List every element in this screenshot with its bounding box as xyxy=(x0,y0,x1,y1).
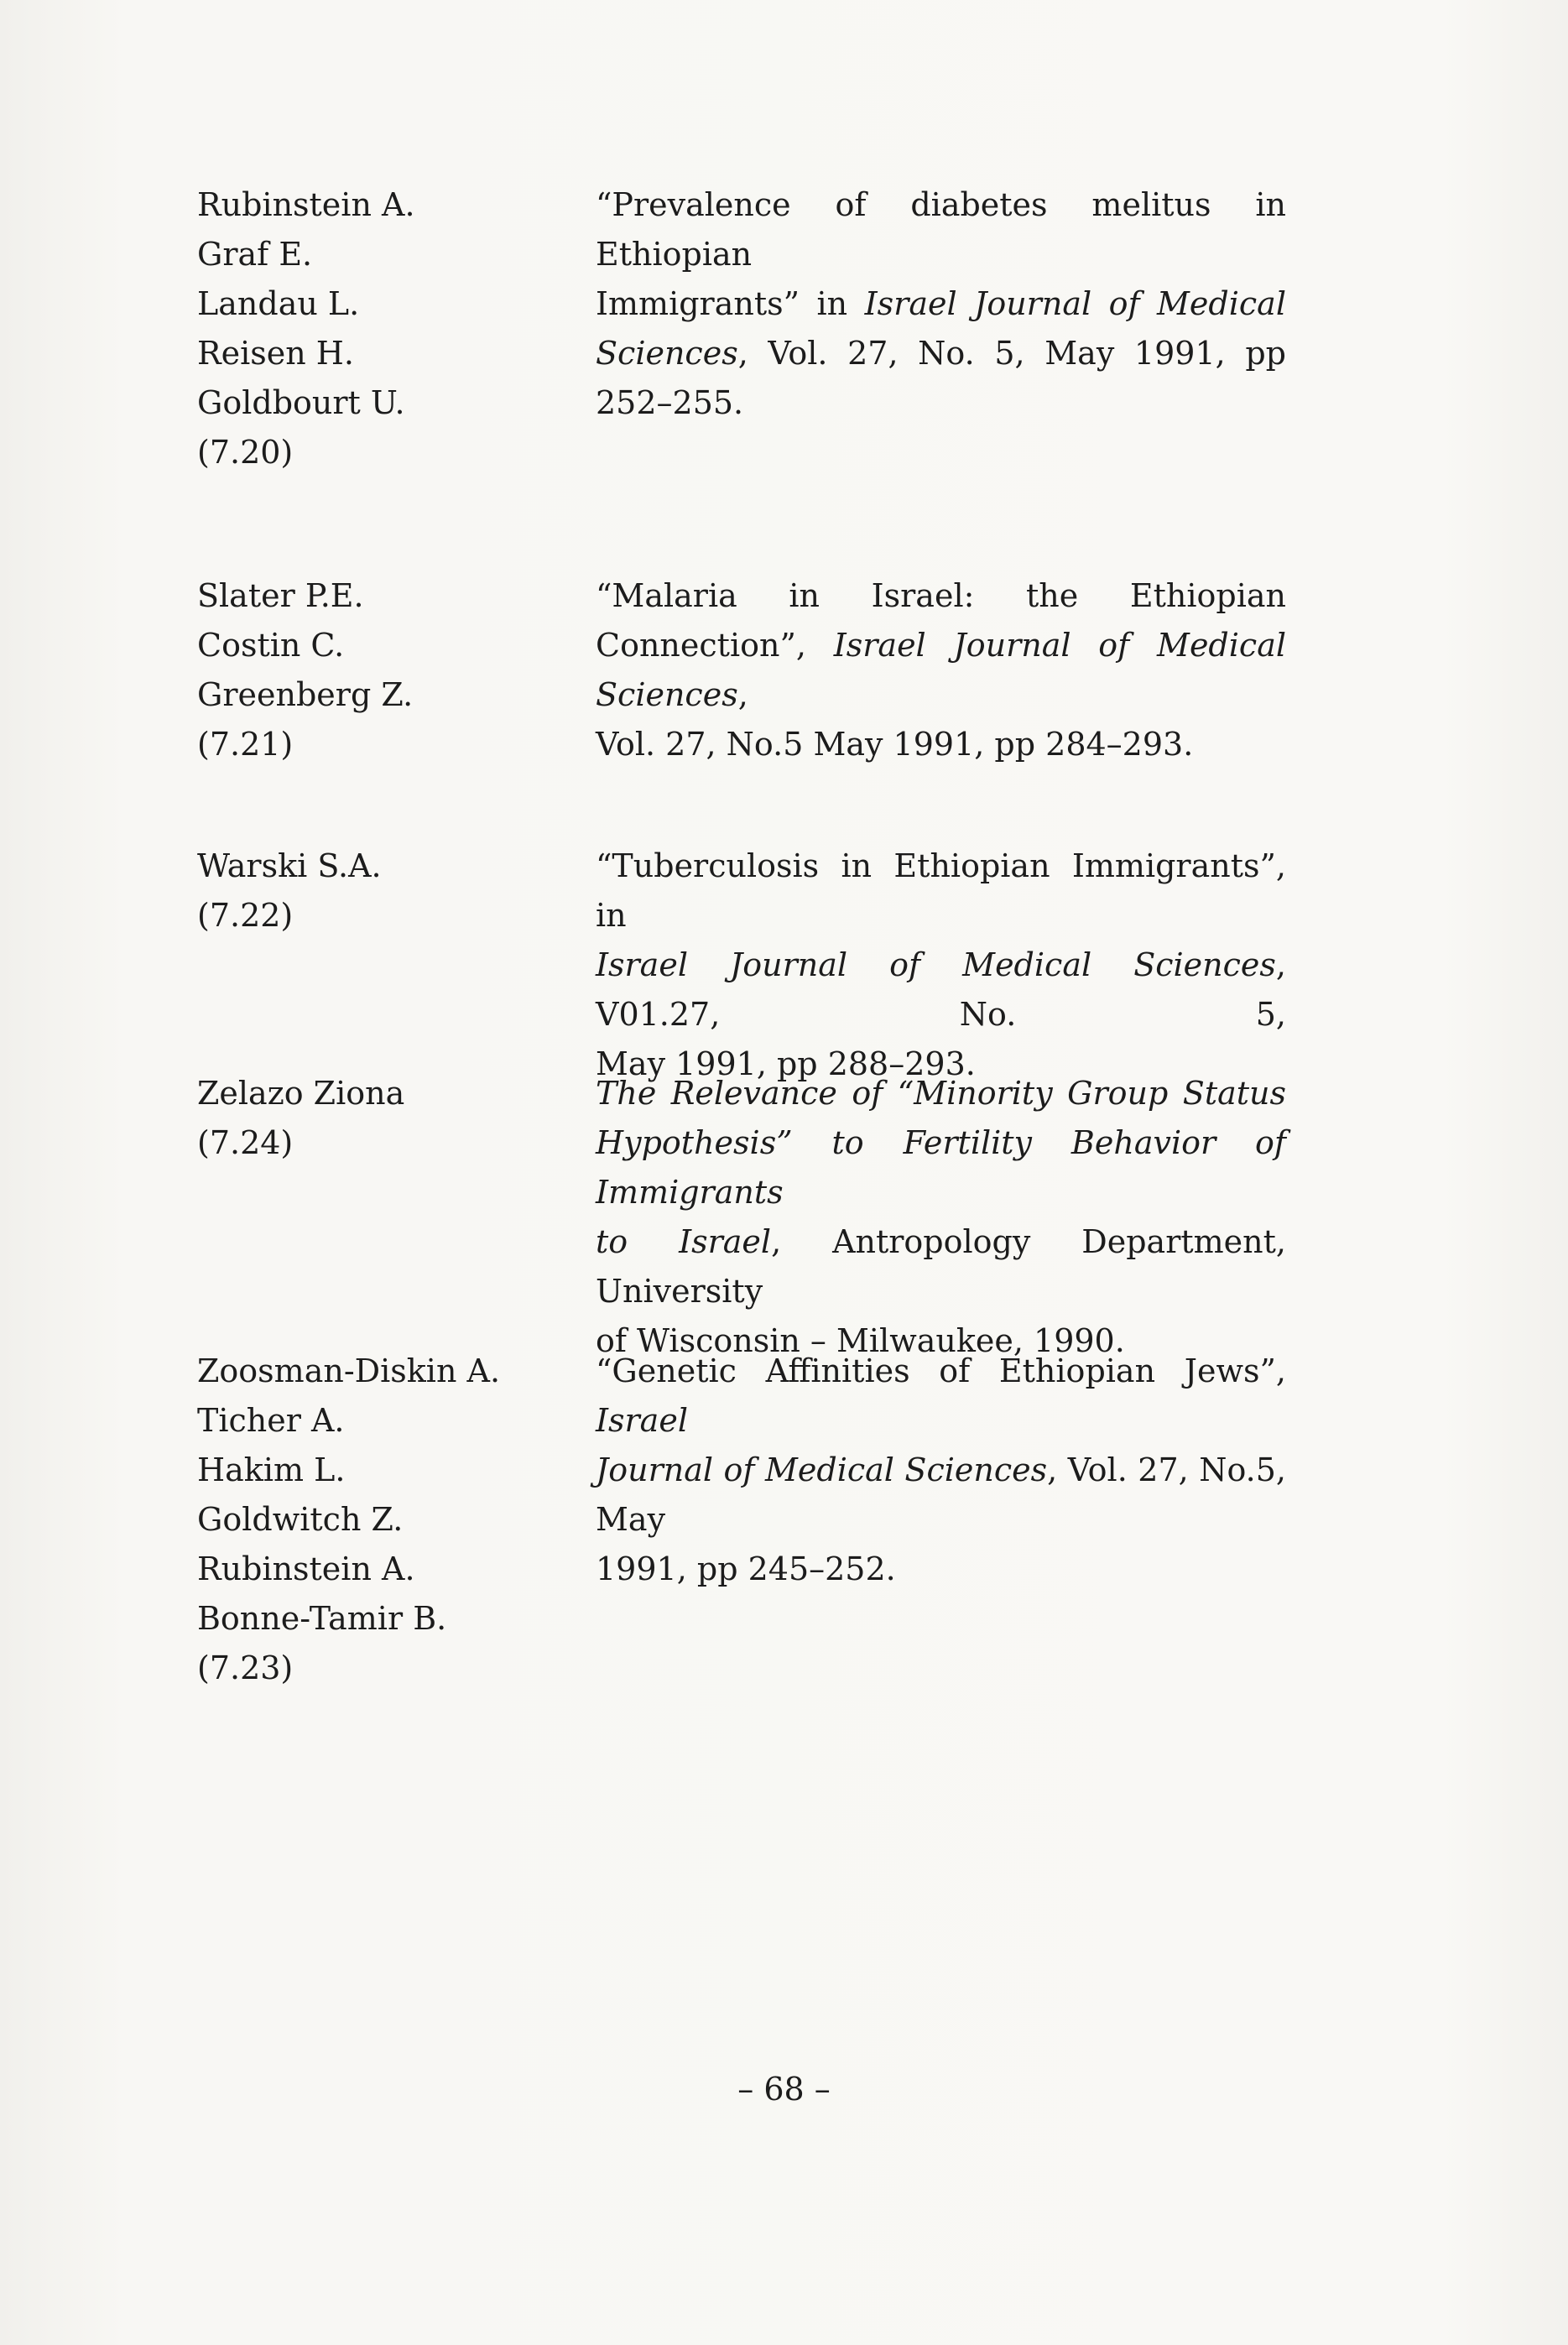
citation-line: to Israel, Antropology Department, University xyxy=(596,1223,1286,1310)
author: Greenberg Z. xyxy=(197,676,414,713)
citation-line: “Tuberculosis in Ethiopian Immigrants”, in xyxy=(596,847,1286,934)
reference-number: (7.20) xyxy=(197,434,294,471)
citation-line: The Relevance of “Minority Group Status xyxy=(596,1075,1286,1112)
reference-number: (7.22) xyxy=(197,897,294,934)
entry-citation xyxy=(596,571,1286,769)
author: Hakim L. xyxy=(197,1451,346,1488)
citation-line: May 1991, pp 288–293. xyxy=(596,1045,976,1082)
citation-line: Immigrants” in Israel Journal of Medical xyxy=(596,285,1286,322)
entry-authors xyxy=(197,1347,566,1693)
entry-authors xyxy=(197,1069,566,1168)
citation-line: 1991, pp 245–252. xyxy=(596,1550,896,1587)
author: Zelazo Ziona xyxy=(197,1075,405,1112)
author: Bonne-Tamir B. xyxy=(197,1600,447,1637)
page-number: – 68 – xyxy=(737,2071,831,2108)
author: Goldwitch Z. xyxy=(197,1501,404,1538)
author: Graf E. xyxy=(197,236,313,273)
entry-citation xyxy=(596,1347,1286,1594)
citation-line: of Wisconsin – Milwaukee, 1990. xyxy=(596,1322,1125,1359)
author: Slater P.E. xyxy=(197,577,364,614)
author: Costin C. xyxy=(197,627,345,664)
citation-line: Connection”, Israel Journal of Medical Sciences, xyxy=(596,627,1286,713)
entry-citation xyxy=(596,1069,1286,1366)
reference-number: (7.23) xyxy=(197,1649,294,1686)
citation-line: “Genetic Affinities of Ethiopian Jews”, Israel xyxy=(596,1352,1286,1439)
citation-line: “Prevalence of diabetes melitus in Ethiopian xyxy=(596,186,1286,273)
entry-authors xyxy=(197,842,566,941)
reference-number: (7.24) xyxy=(197,1124,294,1161)
author: Rubinstein A. xyxy=(197,1550,415,1587)
entry-citation xyxy=(596,180,1286,428)
author: Goldbourt U. xyxy=(197,384,405,421)
entry-authors xyxy=(197,180,566,477)
citation-line: Hypothesis” to Fertility Behavior of Immigrants xyxy=(596,1124,1286,1211)
citation-line: Journal of Medical Sciences, Vol. 27, No.5, May xyxy=(596,1451,1286,1538)
reference-number: (7.21) xyxy=(197,726,294,763)
citation-line: Vol. 27, No.5 May 1991, pp 284–293. xyxy=(596,726,1194,763)
entry-authors xyxy=(197,571,566,769)
author: Reisen H. xyxy=(197,335,355,372)
citation-line: Sciences, Vol. 27, No. 5, May 1991, pp 252–255. xyxy=(596,335,1286,421)
citation-line: Israel Journal of Medical Sciences, V01.27, No. 5, xyxy=(596,946,1286,1033)
entry-citation xyxy=(596,842,1286,1089)
citation-line: “Malaria in Israel: the Ethiopian xyxy=(596,577,1286,614)
author: Landau L. xyxy=(197,285,360,322)
author: Zoosman-Diskin A. xyxy=(197,1352,501,1389)
author: Warski S.A. xyxy=(197,847,382,884)
author: Rubinstein A. xyxy=(197,186,415,223)
author: Ticher A. xyxy=(197,1402,345,1439)
